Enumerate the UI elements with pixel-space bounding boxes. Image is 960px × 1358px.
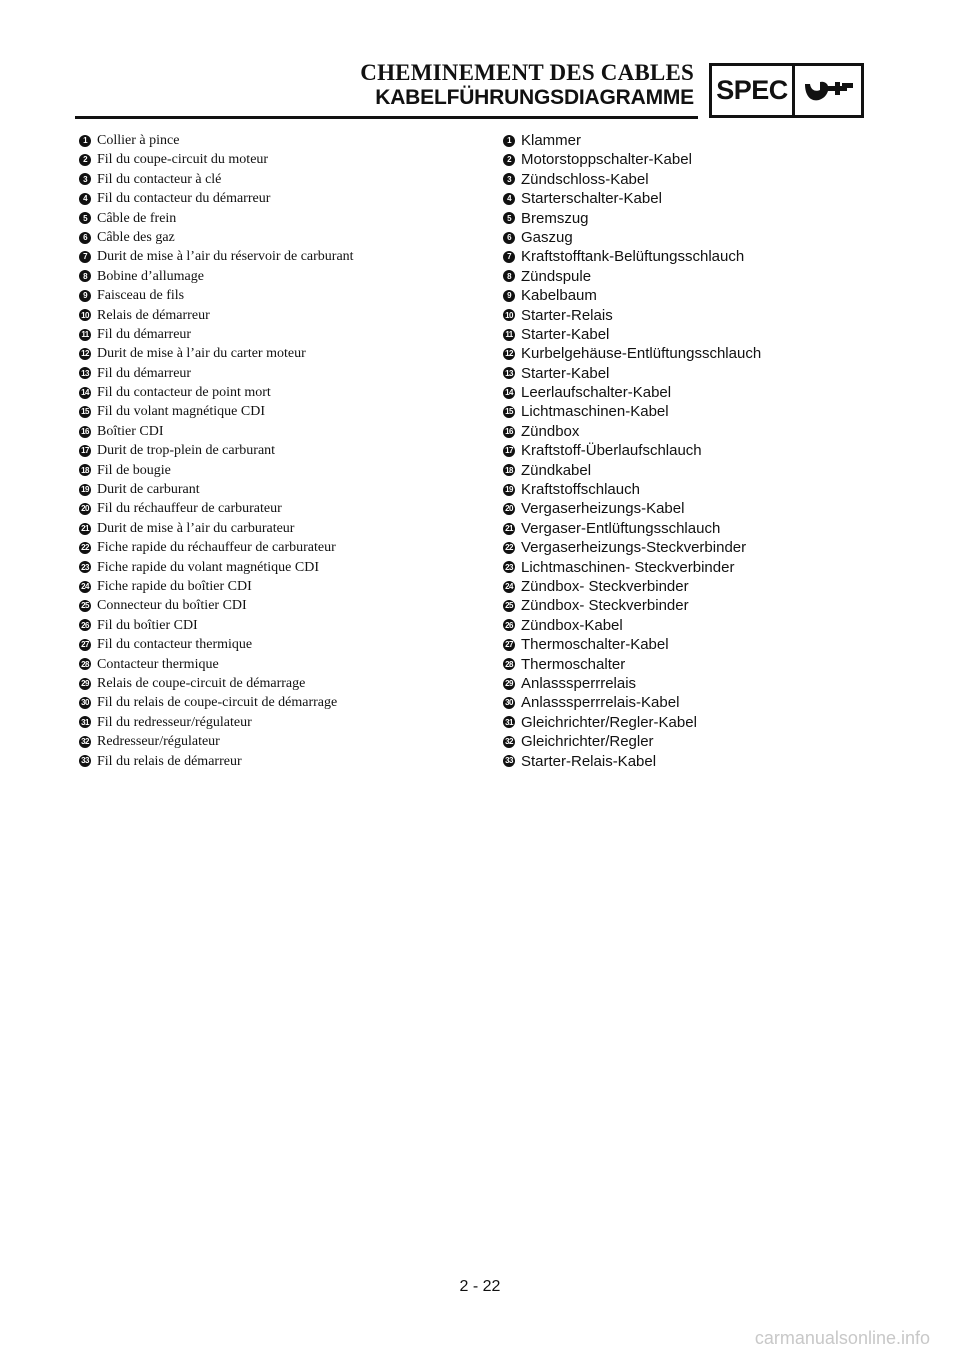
item-label: Klammer bbox=[521, 132, 582, 149]
list-item bbox=[503, 752, 803, 771]
item-label: Fil du volant magnétique CDI bbox=[97, 404, 265, 420]
item-number-badge: 7 bbox=[79, 251, 91, 263]
item-number-badge: 9 bbox=[503, 290, 515, 302]
item-number-badge: 20 bbox=[79, 503, 91, 515]
list-item bbox=[503, 247, 803, 266]
item-label: Bobine d’allumage bbox=[97, 268, 204, 284]
list-item bbox=[79, 635, 479, 654]
list-item bbox=[79, 422, 479, 441]
item-label: Starter-Kabel bbox=[521, 364, 610, 382]
list-item bbox=[79, 461, 479, 480]
list-item bbox=[503, 577, 803, 596]
item-number-badge: 2 bbox=[79, 154, 91, 166]
list-item bbox=[79, 713, 479, 732]
item-label: Fil du démarreur bbox=[97, 326, 192, 342]
list-item bbox=[503, 674, 803, 693]
item-label: Faisceau de fils bbox=[97, 288, 185, 304]
french-parts-list bbox=[79, 131, 479, 771]
list-item bbox=[79, 596, 479, 615]
list-item bbox=[503, 596, 803, 615]
item-number-badge: 33 bbox=[503, 755, 515, 767]
item-number-badge: 23 bbox=[79, 561, 91, 573]
item-label: Fiche rapide du boîtier CDI bbox=[97, 578, 252, 594]
list-item bbox=[79, 674, 479, 693]
item-number-badge: 4 bbox=[503, 193, 515, 205]
item-label: Leerlaufschalter-Kabel bbox=[521, 384, 672, 402]
item-label: Fil du contacteur thermique bbox=[97, 637, 253, 653]
item-number-badge: 21 bbox=[503, 523, 515, 535]
item-number-badge: 13 bbox=[503, 367, 515, 379]
item-number-badge: 10 bbox=[503, 309, 515, 321]
item-label: Connecteur du boîtier CDI bbox=[97, 598, 247, 614]
item-number-badge: 22 bbox=[79, 542, 91, 554]
item-number-badge: 11 bbox=[503, 329, 515, 341]
list-item bbox=[503, 422, 803, 441]
item-label: Lichtmaschinen- Steckverbinder bbox=[521, 558, 735, 576]
wrench-icon bbox=[795, 66, 861, 115]
list-item bbox=[503, 306, 803, 325]
list-item bbox=[503, 267, 803, 286]
item-number-badge: 1 bbox=[503, 135, 515, 147]
item-label: Gleichrichter/Regler-Kabel bbox=[521, 713, 697, 731]
item-label: Thermoschalter bbox=[521, 655, 626, 673]
item-number-badge: 27 bbox=[503, 639, 515, 651]
item-label: Lichtmaschinen-Kabel bbox=[521, 403, 669, 421]
item-label: Vergaser-Entlüftungsschlauch bbox=[521, 519, 721, 537]
list-item bbox=[79, 267, 479, 286]
list-item bbox=[503, 402, 803, 421]
list-item bbox=[79, 655, 479, 674]
item-label: Zündbox bbox=[521, 422, 580, 440]
item-number-badge: 20 bbox=[503, 503, 515, 515]
item-number-badge: 16 bbox=[503, 426, 515, 438]
item-label: Durit de carburant bbox=[97, 482, 200, 498]
list-item bbox=[503, 616, 803, 635]
item-label: Durit de trop-plein de carburant bbox=[97, 443, 276, 459]
item-label: Zündschloss-Kabel bbox=[521, 170, 649, 188]
item-number-badge: 26 bbox=[79, 619, 91, 631]
item-label: Zündkabel bbox=[521, 461, 592, 479]
list-item bbox=[503, 286, 803, 305]
item-label: Collier à pince bbox=[97, 133, 180, 148]
list-item bbox=[79, 577, 479, 596]
item-number-badge: 13 bbox=[79, 367, 91, 379]
list-item bbox=[79, 538, 479, 557]
spec-label: SPEC bbox=[712, 66, 795, 115]
item-label: Zündspule bbox=[521, 267, 592, 285]
item-number-badge: 10 bbox=[79, 309, 91, 321]
item-number-badge: 26 bbox=[503, 619, 515, 631]
item-number-badge: 31 bbox=[79, 716, 91, 728]
item-label: Kraftstofftank-Belüftungsschlauch bbox=[521, 248, 745, 266]
list-item bbox=[79, 170, 479, 189]
list-item bbox=[79, 344, 479, 363]
list-item bbox=[79, 150, 479, 169]
item-label: Vergaserheizungs-Kabel bbox=[521, 500, 685, 518]
list-item bbox=[503, 461, 803, 480]
item-number-badge: 30 bbox=[79, 697, 91, 709]
item-number-badge: 25 bbox=[503, 600, 515, 612]
item-label: Boîtier CDI bbox=[97, 423, 164, 439]
item-number-badge: 7 bbox=[503, 251, 515, 263]
item-number-badge: 24 bbox=[503, 581, 515, 593]
list-item bbox=[79, 228, 479, 247]
german-parts-list bbox=[503, 131, 803, 771]
list-item bbox=[79, 752, 479, 771]
item-label: Câble de frein bbox=[97, 210, 177, 226]
item-label: Zündbox- Steckverbinder bbox=[521, 597, 689, 615]
item-label: Fil du relais de démarreur bbox=[97, 753, 242, 769]
list-item bbox=[79, 519, 479, 538]
page-number: 2 - 22 bbox=[459, 1278, 501, 1295]
item-label: Kurbelgehäuse-Entlüftungsschlauch bbox=[521, 345, 762, 363]
item-number-badge: 14 bbox=[503, 387, 515, 399]
item-number-badge: 28 bbox=[503, 658, 515, 670]
item-number-badge: 15 bbox=[503, 406, 515, 418]
list-item bbox=[79, 306, 479, 325]
watermark: carmanualsonline.info bbox=[754, 1328, 930, 1348]
item-label: Starter-Relais-Kabel bbox=[521, 752, 657, 770]
item-label: Contacteur thermique bbox=[97, 656, 219, 672]
title-french: CHEMINEMENT DES CABLES bbox=[360, 60, 694, 85]
item-label: Câble des gaz bbox=[97, 229, 175, 245]
item-number-badge: 12 bbox=[79, 348, 91, 360]
item-number-badge: 18 bbox=[503, 464, 515, 476]
item-label: Durit de mise à l’air du réservoir de carburant bbox=[97, 249, 354, 265]
list-item bbox=[503, 364, 803, 383]
list-item bbox=[79, 499, 479, 518]
item-label: Fil du contacteur à clé bbox=[97, 171, 222, 187]
item-number-badge: 24 bbox=[79, 581, 91, 593]
list-item bbox=[503, 383, 803, 402]
item-number-badge: 29 bbox=[79, 678, 91, 690]
item-number-badge: 11 bbox=[79, 329, 91, 341]
item-label: Zündbox-Kabel bbox=[521, 616, 623, 634]
item-number-badge: 32 bbox=[503, 736, 515, 748]
list-item bbox=[79, 480, 479, 499]
list-item bbox=[79, 131, 479, 150]
list-item bbox=[503, 228, 803, 247]
list-item bbox=[503, 131, 803, 150]
list-item bbox=[79, 616, 479, 635]
item-number-badge: 3 bbox=[503, 173, 515, 185]
item-number-badge: 14 bbox=[79, 387, 91, 399]
item-label: Fil du démarreur bbox=[97, 365, 192, 381]
item-label: Fiche rapide du volant magnétique CDI bbox=[97, 559, 319, 575]
item-number-badge: 19 bbox=[79, 484, 91, 496]
item-number-badge: 6 bbox=[79, 232, 91, 244]
list-item bbox=[503, 150, 803, 169]
item-number-badge: 22 bbox=[503, 542, 515, 554]
list-item bbox=[503, 189, 803, 208]
list-item bbox=[79, 441, 479, 460]
list-item bbox=[79, 558, 479, 577]
item-label: Thermoschalter-Kabel bbox=[521, 636, 669, 654]
item-number-badge: 19 bbox=[503, 484, 515, 496]
list-item bbox=[79, 732, 479, 751]
title-underline bbox=[75, 116, 698, 119]
item-number-badge: 1 bbox=[79, 135, 91, 147]
item-label: Fiche rapide du réchauffeur de carburateur bbox=[97, 540, 336, 556]
list-item bbox=[79, 383, 479, 402]
item-number-badge: 17 bbox=[503, 445, 515, 457]
item-number-badge: 29 bbox=[503, 678, 515, 690]
item-label: Starter-Relais bbox=[521, 306, 613, 324]
item-number-badge: 23 bbox=[503, 561, 515, 573]
item-number-badge: 27 bbox=[79, 639, 91, 651]
item-number-badge: 28 bbox=[79, 658, 91, 670]
list-item bbox=[503, 480, 803, 499]
item-label: Fil du coupe-circuit du moteur bbox=[97, 152, 269, 168]
item-number-badge: 33 bbox=[79, 755, 91, 767]
item-number-badge: 5 bbox=[503, 212, 515, 224]
item-number-badge: 12 bbox=[503, 348, 515, 360]
item-label: Anlasssperrrelais-Kabel bbox=[521, 694, 680, 712]
item-label: Starterschalter-Kabel bbox=[521, 190, 662, 208]
list-item bbox=[503, 655, 803, 674]
list-item bbox=[503, 441, 803, 460]
item-label: Bremszug bbox=[521, 209, 589, 227]
item-number-badge: 25 bbox=[79, 600, 91, 612]
list-item bbox=[79, 402, 479, 421]
item-label: Durit de mise à l’air du carter moteur bbox=[97, 346, 306, 362]
item-number-badge: 6 bbox=[503, 232, 515, 244]
item-number-badge: 9 bbox=[79, 290, 91, 302]
spec-badge bbox=[709, 63, 864, 118]
item-number-badge: 21 bbox=[79, 523, 91, 535]
list-item bbox=[503, 732, 803, 751]
list-item bbox=[503, 558, 803, 577]
list-item bbox=[79, 209, 479, 228]
item-number-badge: 30 bbox=[503, 697, 515, 709]
list-item bbox=[79, 325, 479, 344]
list-item bbox=[79, 189, 479, 208]
item-number-badge: 18 bbox=[79, 464, 91, 476]
item-number-badge: 4 bbox=[79, 193, 91, 205]
item-label: Fil du redresseur/régulateur bbox=[97, 714, 252, 730]
item-number-badge: 3 bbox=[79, 173, 91, 185]
list-item bbox=[79, 247, 479, 266]
list-item bbox=[79, 364, 479, 383]
item-label: Kraftstoffschlauch bbox=[521, 481, 640, 499]
item-label: Gaszug bbox=[521, 228, 573, 246]
item-number-badge: 31 bbox=[503, 716, 515, 728]
item-label: Durit de mise à l’air du carburateur bbox=[97, 520, 295, 536]
list-item bbox=[503, 499, 803, 518]
item-label: Zündbox- Steckverbinder bbox=[521, 577, 689, 595]
item-number-badge: 15 bbox=[79, 406, 91, 418]
item-label: Vergaserheizungs-Steckverbinder bbox=[521, 539, 747, 557]
list-item bbox=[503, 693, 803, 712]
list-item bbox=[503, 344, 803, 363]
item-label: Fil du contacteur de point mort bbox=[97, 385, 271, 401]
item-label: Gleichrichter/Regler bbox=[521, 733, 654, 751]
item-label: Starter-Kabel bbox=[521, 325, 610, 343]
item-number-badge: 32 bbox=[79, 736, 91, 748]
item-number-badge: 8 bbox=[503, 270, 515, 282]
item-label: Motorstoppschalter-Kabel bbox=[521, 151, 692, 169]
list-item bbox=[503, 713, 803, 732]
list-item bbox=[503, 538, 803, 557]
list-item bbox=[503, 519, 803, 538]
item-label: Relais de démarreur bbox=[97, 307, 210, 323]
item-label: Relais de coupe-circuit de démarrage bbox=[97, 675, 306, 691]
list-item bbox=[503, 170, 803, 189]
item-number-badge: 5 bbox=[79, 212, 91, 224]
item-number-badge: 17 bbox=[79, 445, 91, 457]
item-label: Fil du boîtier CDI bbox=[97, 617, 198, 633]
item-label: Anlasssperrrelais bbox=[521, 674, 637, 692]
item-label: Kraftstoff-Überlaufschlauch bbox=[521, 442, 702, 460]
list-item bbox=[79, 286, 479, 305]
item-label: Kabelbaum bbox=[521, 287, 597, 305]
item-label: Fil du relais de coupe-circuit de démarrage bbox=[97, 695, 338, 711]
list-item bbox=[503, 209, 803, 228]
item-number-badge: 16 bbox=[79, 426, 91, 438]
list-item bbox=[503, 325, 803, 344]
list-item bbox=[503, 635, 803, 654]
item-label: Fil de bougie bbox=[97, 462, 171, 478]
list-item bbox=[79, 693, 479, 712]
title-german: KABELFÜHRUNGSDIAGRAMME bbox=[375, 86, 694, 109]
page-title bbox=[360, 60, 694, 110]
item-label: Fil du contacteur du démarreur bbox=[97, 191, 271, 207]
item-number-badge: 8 bbox=[79, 270, 91, 282]
item-number-badge: 2 bbox=[503, 154, 515, 166]
item-label: Fil du réchauffeur de carburateur bbox=[97, 501, 282, 517]
item-label: Redresseur/régulateur bbox=[97, 734, 220, 750]
